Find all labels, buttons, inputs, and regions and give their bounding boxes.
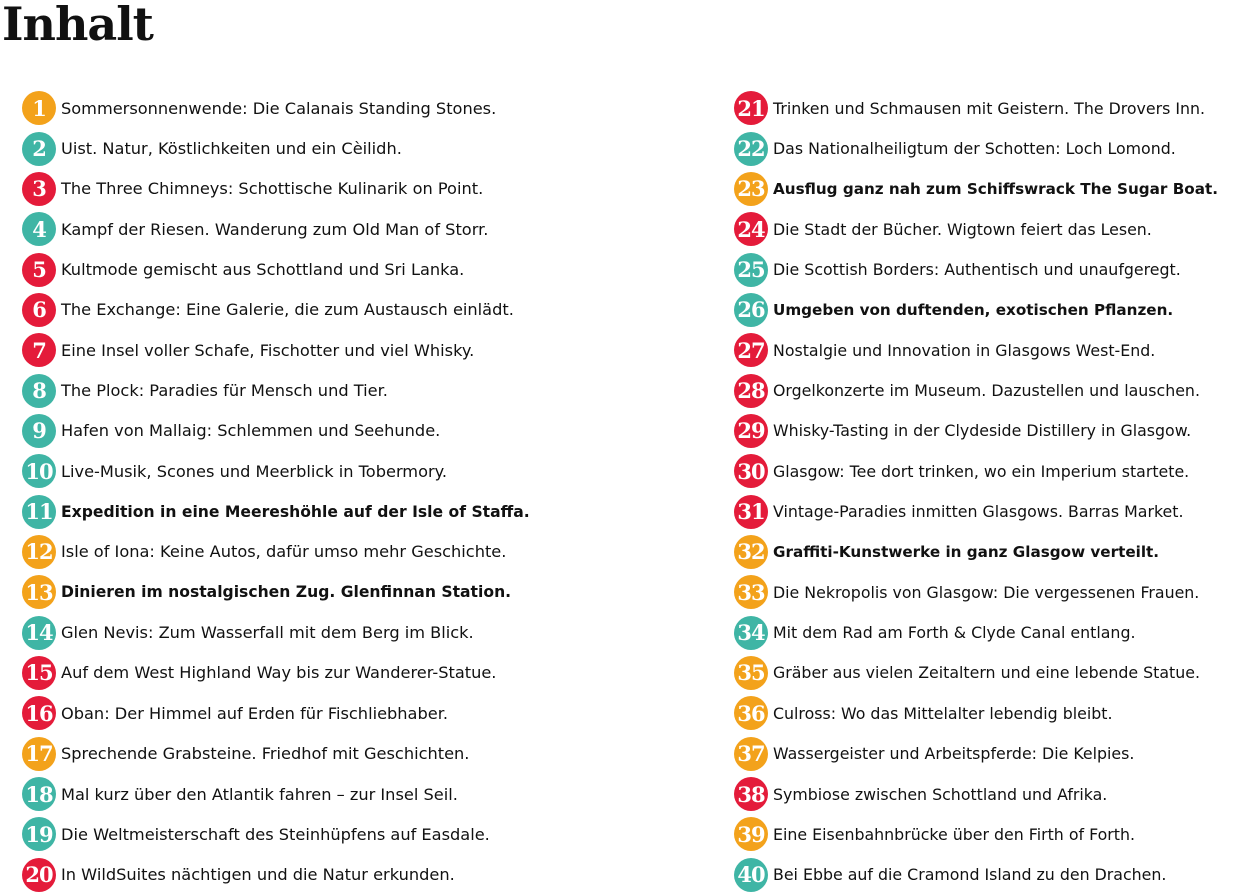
toc-entry	[22, 411, 702, 451]
toc-entry	[734, 653, 1252, 693]
chapter-number-badge: 5	[22, 253, 56, 287]
toc-entry	[22, 612, 702, 652]
toc-entry	[734, 532, 1252, 572]
chapter-title: Ausflug ganz nah zum Schiffswrack The Sugar Boat.	[773, 179, 1218, 198]
toc-entry	[734, 855, 1252, 895]
chapter-title: The Exchange: Eine Galerie, die zum Austausch einlädt.	[61, 300, 514, 320]
chapter-title: Dinieren im nostalgischen Zug. Glenfinnan Station.	[61, 583, 512, 602]
page-title: Inhalt	[2, 0, 153, 51]
toc-column-left	[22, 88, 702, 895]
toc-entry	[734, 451, 1252, 491]
toc-entry	[22, 169, 702, 209]
chapter-number-badge: 26	[734, 293, 768, 327]
chapter-title: Expedition in eine Meereshöhle auf der Isle of Staffa.	[61, 502, 530, 521]
chapter-title: Kultmode gemischt aus Schottland und Sri Lanka.	[61, 260, 465, 280]
toc-entry	[734, 411, 1252, 451]
toc-column-right	[734, 88, 1252, 895]
chapter-number-badge: 27	[734, 333, 768, 367]
chapter-number-badge: 34	[734, 616, 768, 650]
toc-entry	[22, 451, 702, 491]
toc-entry	[734, 693, 1252, 733]
chapter-title: Sprechende Grabsteine. Friedhof mit Geschichten.	[61, 744, 470, 764]
toc-entry	[734, 330, 1252, 370]
toc-entry	[22, 855, 702, 895]
chapter-number-badge: 20	[22, 858, 56, 892]
chapter-title: Auf dem West Highland Way bis zur Wanderer-Statue.	[61, 663, 497, 683]
chapter-number-badge: 24	[734, 212, 768, 246]
toc-entry	[22, 330, 702, 370]
chapter-number-badge: 36	[734, 696, 768, 730]
toc-entry	[22, 814, 702, 854]
chapter-number-badge: 15	[22, 656, 56, 690]
toc-entry	[734, 370, 1252, 410]
chapter-number-badge: 37	[734, 737, 768, 771]
chapter-title: Uist. Natur, Köstlichkeiten und ein Cèilidh.	[61, 139, 402, 159]
toc-entry	[22, 370, 702, 410]
chapter-title: Isle of Iona: Keine Autos, dafür umso mehr Geschichte.	[61, 542, 507, 562]
toc-entry	[22, 491, 702, 531]
chapter-number-badge: 29	[734, 414, 768, 448]
chapter-number-badge: 39	[734, 817, 768, 851]
chapter-title: Die Nekropolis von Glasgow: Die vergessenen Frauen.	[773, 582, 1200, 602]
chapter-title: Mit dem Rad am Forth & Clyde Canal entlang.	[773, 623, 1136, 643]
chapter-number-badge: 18	[22, 777, 56, 811]
chapter-number-badge: 32	[734, 535, 768, 569]
chapter-title: The Plock: Paradies für Mensch und Tier.	[61, 381, 388, 401]
chapter-title: Whisky-Tasting in der Clydeside Distillery in Glasgow.	[773, 421, 1192, 441]
chapter-number-badge: 16	[22, 696, 56, 730]
toc-entry	[22, 572, 702, 612]
chapter-number-badge: 2	[22, 132, 56, 166]
chapter-title: Kampf der Riesen. Wanderung zum Old Man of Storr.	[61, 219, 489, 239]
chapter-number-badge: 3	[22, 172, 56, 206]
chapter-number-badge: 21	[734, 91, 768, 125]
toc-entry	[734, 814, 1252, 854]
toc-entry	[734, 249, 1252, 289]
chapter-number-badge: 30	[734, 454, 768, 488]
toc-entry	[734, 612, 1252, 652]
chapter-title: Umgeben von duftenden, exotischen Pflanzen.	[773, 300, 1174, 319]
chapter-title: Graffiti-Kunstwerke in ganz Glasgow verteilt.	[773, 542, 1160, 561]
toc-entry	[22, 88, 702, 128]
chapter-number-badge: 19	[22, 817, 56, 851]
chapter-title: Gräber aus vielen Zeitaltern und eine lebende Statue.	[773, 663, 1200, 683]
toc-entry	[22, 249, 702, 289]
chapter-number-badge: 11	[22, 495, 56, 529]
toc-entry	[22, 734, 702, 774]
chapter-title: Sommersonnenwende: Die Calanais Standing Stones.	[61, 98, 497, 118]
chapter-title: Oban: Der Himmel auf Erden für Fischliebhaber.	[61, 703, 449, 723]
toc-entry	[22, 653, 702, 693]
toc-entry	[22, 209, 702, 249]
toc-entry	[22, 532, 702, 572]
chapter-number-badge: 14	[22, 616, 56, 650]
chapter-title: Glen Nevis: Zum Wasserfall mit dem Berg im Blick.	[61, 623, 474, 643]
chapter-title: Vintage-Paradies inmitten Glasgows. Barras Market.	[773, 502, 1184, 522]
chapter-title: Bei Ebbe auf die Cramond Island zu den Drachen.	[773, 865, 1167, 885]
toc-entry	[734, 290, 1252, 330]
chapter-number-badge: 38	[734, 777, 768, 811]
toc-entry	[734, 169, 1252, 209]
chapter-number-badge: 6	[22, 293, 56, 327]
toc-entry	[734, 572, 1252, 612]
chapter-title: Die Scottish Borders: Authentisch und unaufgeregt.	[773, 260, 1181, 280]
chapter-title: Live-Musik, Scones und Meerblick in Tobermory.	[61, 461, 448, 481]
chapter-title: Glasgow: Tee dort trinken, wo ein Imperium startete.	[773, 461, 1190, 481]
chapter-number-badge: 4	[22, 212, 56, 246]
chapter-number-badge: 9	[22, 414, 56, 448]
toc-entry	[734, 209, 1252, 249]
chapter-title: Hafen von Mallaig: Schlemmen und Seehunde.	[61, 421, 441, 441]
chapter-title: Die Stadt der Bücher. Wigtown feiert das Lesen.	[773, 219, 1152, 239]
chapter-title: Symbiose zwischen Schottland und Afrika.	[773, 784, 1108, 804]
chapter-title: Orgelkonzerte im Museum. Dazustellen und lauschen.	[773, 381, 1200, 401]
chapter-title: Das Nationalheiligtum der Schotten: Loch Lomond.	[773, 139, 1176, 159]
chapter-title: Wassergeister und Arbeitspferde: Die Kelpies.	[773, 744, 1135, 764]
toc-entry	[734, 734, 1252, 774]
chapter-number-badge: 25	[734, 253, 768, 287]
toc-entry	[734, 774, 1252, 814]
chapter-title: Nostalgie und Innovation in Glasgows West-End.	[773, 340, 1156, 360]
chapter-title: Die Weltmeisterschaft des Steinhüpfens auf Easdale.	[61, 824, 490, 844]
chapter-number-badge: 22	[734, 132, 768, 166]
toc-entry	[734, 491, 1252, 531]
chapter-number-badge: 31	[734, 495, 768, 529]
chapter-title: Culross: Wo das Mittelalter lebendig bleibt.	[773, 703, 1113, 723]
chapter-number-badge: 28	[734, 374, 768, 408]
chapter-number-badge: 35	[734, 656, 768, 690]
chapter-number-badge: 8	[22, 374, 56, 408]
chapter-title: In WildSuites nächtigen und die Natur erkunden.	[61, 865, 455, 885]
toc-entry	[22, 128, 702, 168]
toc-entry	[22, 774, 702, 814]
chapter-number-badge: 13	[22, 575, 56, 609]
chapter-number-badge: 1	[22, 91, 56, 125]
chapter-title: Trinken und Schmausen mit Geistern. The Drovers Inn.	[773, 98, 1206, 118]
chapter-number-badge: 10	[22, 454, 56, 488]
chapter-number-badge: 23	[734, 172, 768, 206]
chapter-number-badge: 7	[22, 333, 56, 367]
chapter-title: The Three Chimneys: Schottische Kulinarik on Point.	[61, 179, 484, 199]
chapter-number-badge: 17	[22, 737, 56, 771]
toc-entry	[734, 128, 1252, 168]
toc-entry	[22, 693, 702, 733]
chapter-title: Mal kurz über den Atlantik fahren – zur Insel Seil.	[61, 784, 458, 804]
chapter-title: Eine Eisenbahnbrücke über den Firth of Forth.	[773, 824, 1135, 844]
toc-entry	[22, 290, 702, 330]
toc-entry	[734, 88, 1252, 128]
chapter-number-badge: 40	[734, 858, 768, 892]
chapter-title: Eine Insel voller Schafe, Fischotter und viel Whisky.	[61, 340, 475, 360]
chapter-number-badge: 12	[22, 535, 56, 569]
chapter-number-badge: 33	[734, 575, 768, 609]
